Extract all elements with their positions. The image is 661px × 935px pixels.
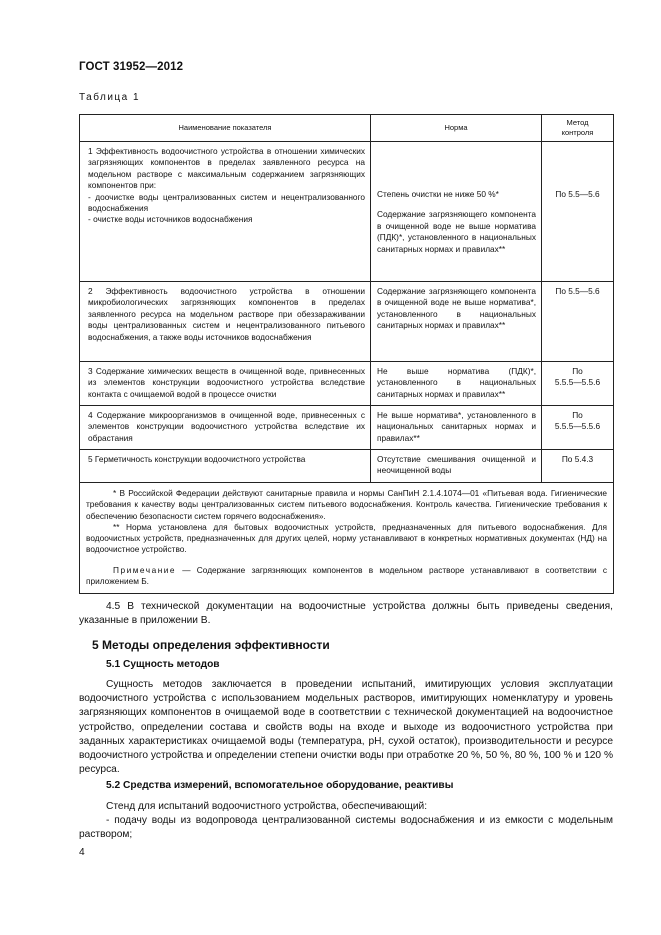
footnote-2: ** Норма установлена для бытовых водоочистных устройств, предназначенных для питьевого водоснабжения. Для водоочистных устройств, предназначенных для других целей, норму устанавливают в конкретных нормативных документах (НД) на водоочистное устройство.: [86, 521, 607, 555]
indicator-name: 2 Эффективность водоочистного устройства в отношении микробиологических загрязняющих компонентов в пределах заявленного ресурса на модельном растворе при обеззараживании воды централизованных систем и нецентрализованного питьевого водоснабжения, а также воды источников водоснабжения: [80, 282, 371, 362]
table-row: [80, 450, 614, 483]
note-label: Примечание: [113, 564, 177, 575]
method-cell: По 5.5.5—5.5.6: [542, 406, 614, 450]
norm-cell: Отсутствие смешивания очищенной и неочищенной воды: [371, 450, 542, 483]
norm-cell: Не выше норматива (ПДК)*, установленного в национальных санитарных нормах и правилах**: [371, 362, 542, 406]
section-5-2-line-2: - подачу воды из водопровода централизованной системы водоснабжения и из емкости с модельным раствором;: [79, 815, 613, 841]
method-cell: По 5.4.3: [542, 450, 614, 483]
norm-text: Степень очистки не ниже 50 %*: [377, 189, 499, 199]
section-5-2-title: 5.2 Средства измерений, вспомогательное оборудование, реактивы: [106, 780, 454, 791]
note-text: — Содержание загрязняющих компонентов в модельном растворе устанавливают в соответствии с приложением Б.: [86, 564, 607, 587]
section-5-title: 5 Методы определения эффективности: [92, 638, 330, 652]
indicator-name: 1 Эффективность водоочистного устройства в отношении химических загрязняющих компонентов в пределах заявленного ресурса на модельном растворе с максимальным содержанием загрязняющих компонентов при: - доочистке воды централизованных систем и нецентрализованного водоснабжения - очистке воды источников водоснабжения: [80, 142, 371, 282]
table-header-row: [80, 115, 614, 142]
table-footnotes-row: [80, 483, 614, 594]
method-cell: По 5.5—5.6: [542, 142, 614, 282]
table-note: [86, 565, 607, 588]
table-row: [80, 362, 614, 406]
table-row: [80, 282, 614, 362]
method-cell: По 5.5.5—5.5.6: [542, 362, 614, 406]
document-header: ГОСТ 31952—2012: [79, 61, 184, 73]
table-row: [80, 142, 614, 282]
column-header-norm: Норма: [371, 115, 542, 142]
indicator-name: 4 Содержание микроорганизмов в очищенной воде, привнесенных с элементов конструкции водоочистного устройства вследствие их обрастания: [80, 406, 371, 450]
column-header-method: Метод контроля: [542, 115, 614, 142]
norm-text: Содержание загрязняющего компонента в очищенной воде не выше норматива (ПДК)*, установленного в национальных санитарных нормах и правилах**: [377, 209, 536, 254]
indicator-name: 3 Содержание химических веществ в очищенной воде, привнесенных из элементов конструкции водоочистного устройства вследствие контакта с очищаемой водой в процессе очистки: [80, 362, 371, 406]
indicators-table: [79, 114, 614, 594]
section-5-2-line-1: Стенд для испытаний водоочистного устройства, обеспечивающий:: [106, 801, 428, 812]
table-caption: Таблица 1: [79, 92, 141, 103]
paragraph-4-5: 4.5 В технической документации на водоочистные устройства должны быть приведены сведения, указанные в приложении В.: [79, 601, 613, 627]
page-number: 4: [79, 847, 85, 858]
table-footnotes: [80, 483, 614, 594]
method-cell: По 5.5—5.6: [542, 282, 614, 362]
column-header-indicator: Наименование показателя: [80, 115, 371, 142]
section-5-1-title: 5.1 Сущность методов: [106, 659, 220, 670]
norm-cell: [371, 142, 542, 282]
norm-cell: Содержание загрязняющего компонента в очищенной воде не выше норматива*, установленного в национальных санитарных нормах и правилах**: [371, 282, 542, 362]
footnote-1: * В Российской Федерации действуют санитарные правила и нормы СанПиН 2.1.4.1074—01 «Питьевая вода. Гигиенические требования к качеству воды централизованных систем питьевого водоснабжения. Контроль качества. Гигиенические требования к обеспечению безопасности систем горячего водоснабжения».: [86, 488, 607, 521]
section-5-1-text: Сущность методов заключается в проведении испытаний, имитирующих условия эксплуатации водоочистного устройства с использованием модельных растворов, имитирующих номенклатуру и уровень загрязняющих компонентов в очищаемой воде в соответствии с технической документацией на водоочистное устройство, определении состава и свойств воды на входе и выходе из водоочистного устройства при заданных характеристиках очищаемой воды (температура, pH, сухой остаток), производительности и ресурсе водоочистного устройства и определении степени очистки воды при отработке 20 %, 50 %, 80 %, 100 % и 120 % ресурса.: [79, 679, 613, 776]
table-row: [80, 406, 614, 450]
norm-cell: Не выше норматива*, установленного в национальных санитарных нормах и правилах**: [371, 406, 542, 450]
indicator-name: 5 Герметичность конструкции водоочистного устройства: [80, 450, 371, 483]
